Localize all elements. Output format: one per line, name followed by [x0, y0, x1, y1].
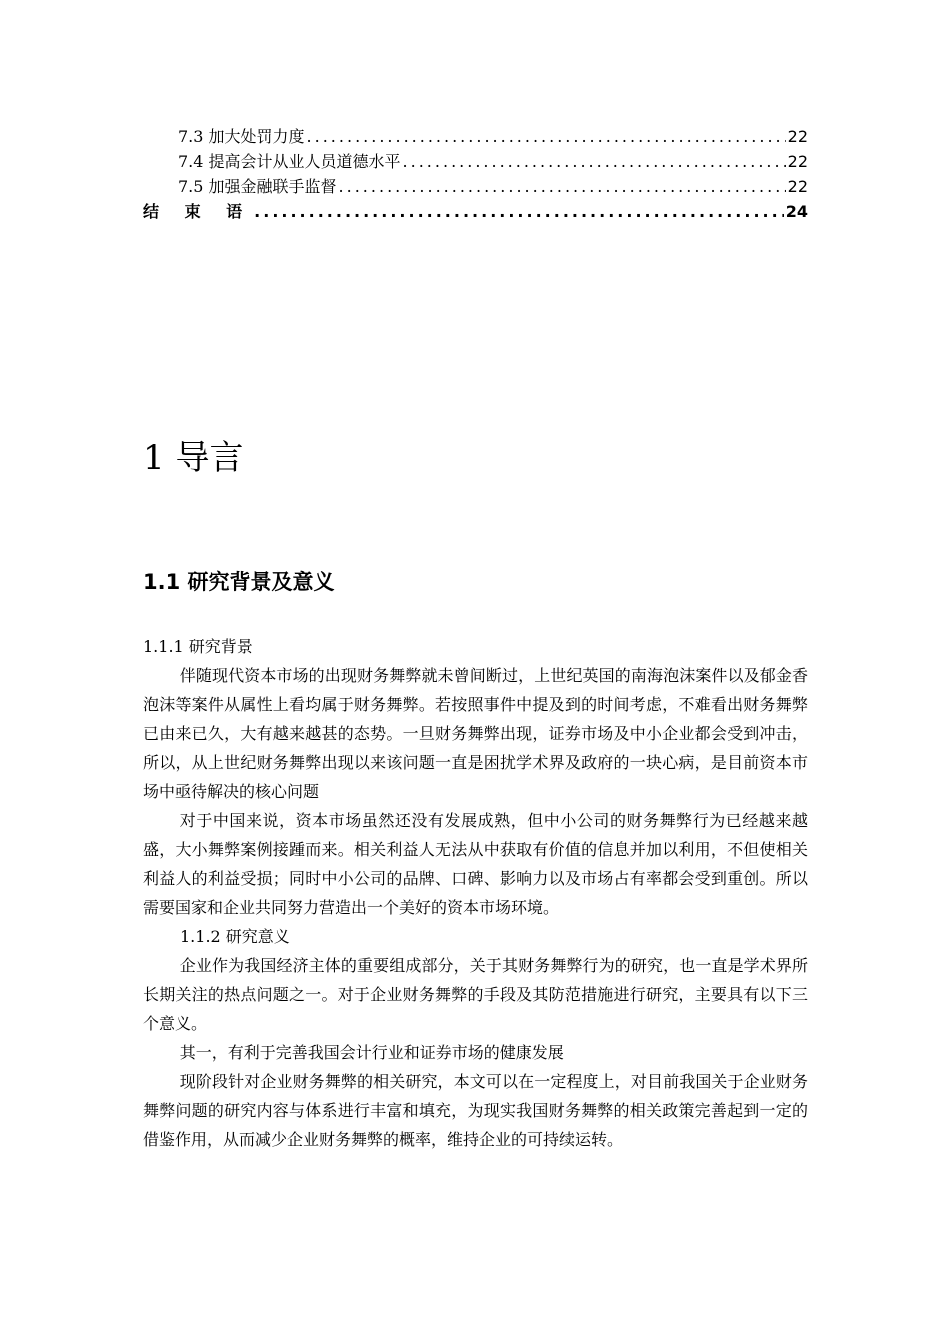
toc-leader-dots: [339, 174, 786, 199]
table-of-contents: [143, 124, 808, 224]
toc-leader-dots: [403, 149, 786, 174]
toc-entry-title: 7.4 提高会计从业人员道德水平: [178, 152, 401, 171]
toc-entry-title: 7.3 加大处罚力度: [178, 127, 305, 146]
subsection-heading: 1.1.1 研究背景: [143, 637, 253, 656]
toc-entry-page: 24: [785, 202, 808, 221]
toc-entry-title: 7.5 加强金融联手监督: [178, 177, 337, 196]
paragraph: 企业作为我国经济主体的重要组成部分，关于其财务舞弊行为的研究，也一直是学术界所长期关注的热点问题之一。对于企业财务舞弊的手段及其防范措施进行研究，主要具有以下三个意义。: [143, 956, 808, 1033]
paragraph: 对于中国来说，资本市场虽然还没有发展成熟，但中小公司的财务舞弊行为已经越来越盛，大小舞弊案例接踵而来。相关利益人无法从中获取有价值的信息并加以利用，不但使相关利益人的利益受损；同时中小公司的品牌、口碑、影响力以及市场占有率都会受到重创。所以需要国家和企业共同努力营造出一个美好的资本市场环境。: [143, 811, 808, 917]
toc-entry-page: 22: [787, 177, 808, 196]
chapter-title: 1 导言: [143, 438, 244, 478]
toc-entry-title: 结 束 语: [143, 202, 253, 221]
section-title: 1.1 研究背景及意义: [143, 570, 335, 594]
toc-entry-page: 22: [787, 127, 808, 146]
toc-entry[interactable]: [143, 174, 808, 199]
paragraph: 现阶段针对企业财务舞弊的相关研究，本文可以在一定程度上，对目前我国关于企业财务舞弊问题的研究内容与体系进行丰富和填充，为现实我国财务舞弊的相关政策完善起到一定的借鉴作用，从而减少企业财务舞弊的概率，维持企业的可持续运转。: [143, 1072, 808, 1149]
toc-entry[interactable]: [143, 199, 808, 224]
toc-leader-dots: [254, 199, 784, 224]
paragraph: 其一，有利于完善我国会计行业和证券市场的健康发展: [179, 1043, 564, 1062]
subsection-heading: 1.1.2 研究意义: [180, 927, 290, 946]
toc-entry[interactable]: [143, 149, 808, 174]
paragraph: 伴随现代资本市场的出现财务舞弊就未曾间断过，上世纪英国的南海泡沫案件以及郁金香泡沫等案件从属性上看均属于财务舞弊。若按照事件中提及到的时间考虑，不难看出财务舞弊已由来已久，大有越来越甚的态势。一旦财务舞弊出现，证券市场及中小企业都会受到冲击，所以，从上世纪财务舞弊出现以来该问题一直是困扰学术界及政府的一块心病，是目前资本市场中亟待解决的核心问题: [143, 666, 808, 801]
toc-leader-dots: [307, 124, 786, 149]
toc-entry-page: 22: [787, 152, 808, 171]
body-text: [143, 632, 808, 1154]
toc-entry[interactable]: [143, 124, 808, 149]
